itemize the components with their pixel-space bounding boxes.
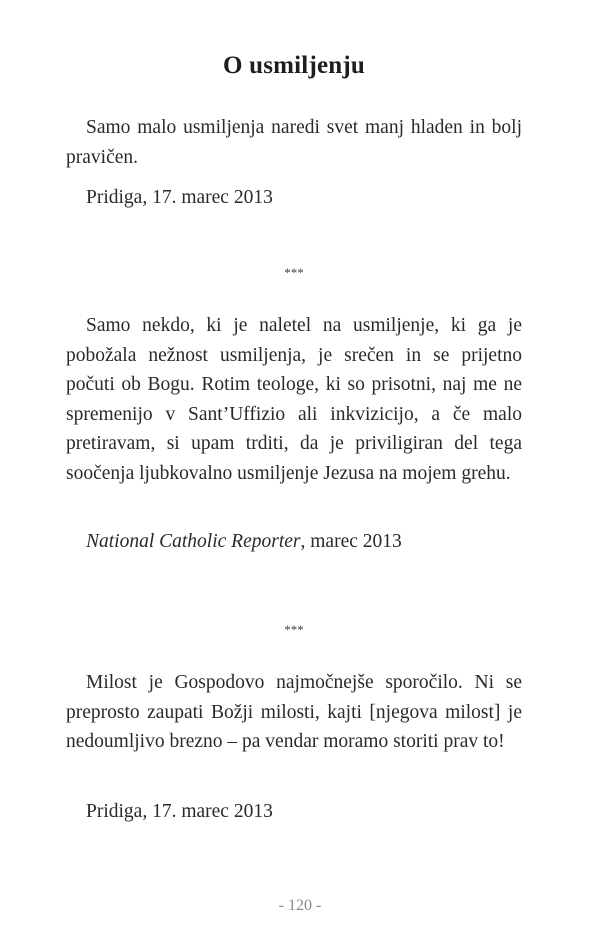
quote-paragraph-2: Samo nekdo, ki je naletel na usmiljenje, ki ga je pobožala nežnost usmiljenja, je srečen in se prijetno počuti ob Bogu. Rotim teologe, ki so prisotni, naj me ne spremenijo v Sant’Uffizio ali inkvizicijo, a če malo pretiravam, si upam trditi, da je priviligiran del tega soočenja ljubkovalno usmiljenje Jezusa na mojem grehu. [66,315,522,484]
chapter-title: O usmiljenju [223,52,365,79]
quote-source-text: Pridiga, 17. marec 2013 [86,801,273,822]
quote-source-2 [86,527,402,557]
page-number: - 120 - [278,897,322,914]
section-separator: *** [284,622,304,637]
section-separator: *** [284,265,304,280]
quote-source-text: Pridiga, 17. marec 2013 [86,187,273,208]
quote-paragraph-3: Milost je Gospodovo najmočnejše sporočilo. Ni se preprosto zaupati Božji milosti, kajti [njegova milost] je nedoumljivo brezno – pa vendar moramo storiti prav to! [66,672,522,752]
publication-name: National Catholic Reporter [86,531,301,552]
quote-source-text: , marec 2013 [300,531,402,552]
quote-paragraph-1: Samo malo usmiljenja naredi svet manj hladen in bolj pravičen. [66,117,522,168]
quote-source-1 [86,183,273,213]
quote-source-3 [86,797,273,827]
